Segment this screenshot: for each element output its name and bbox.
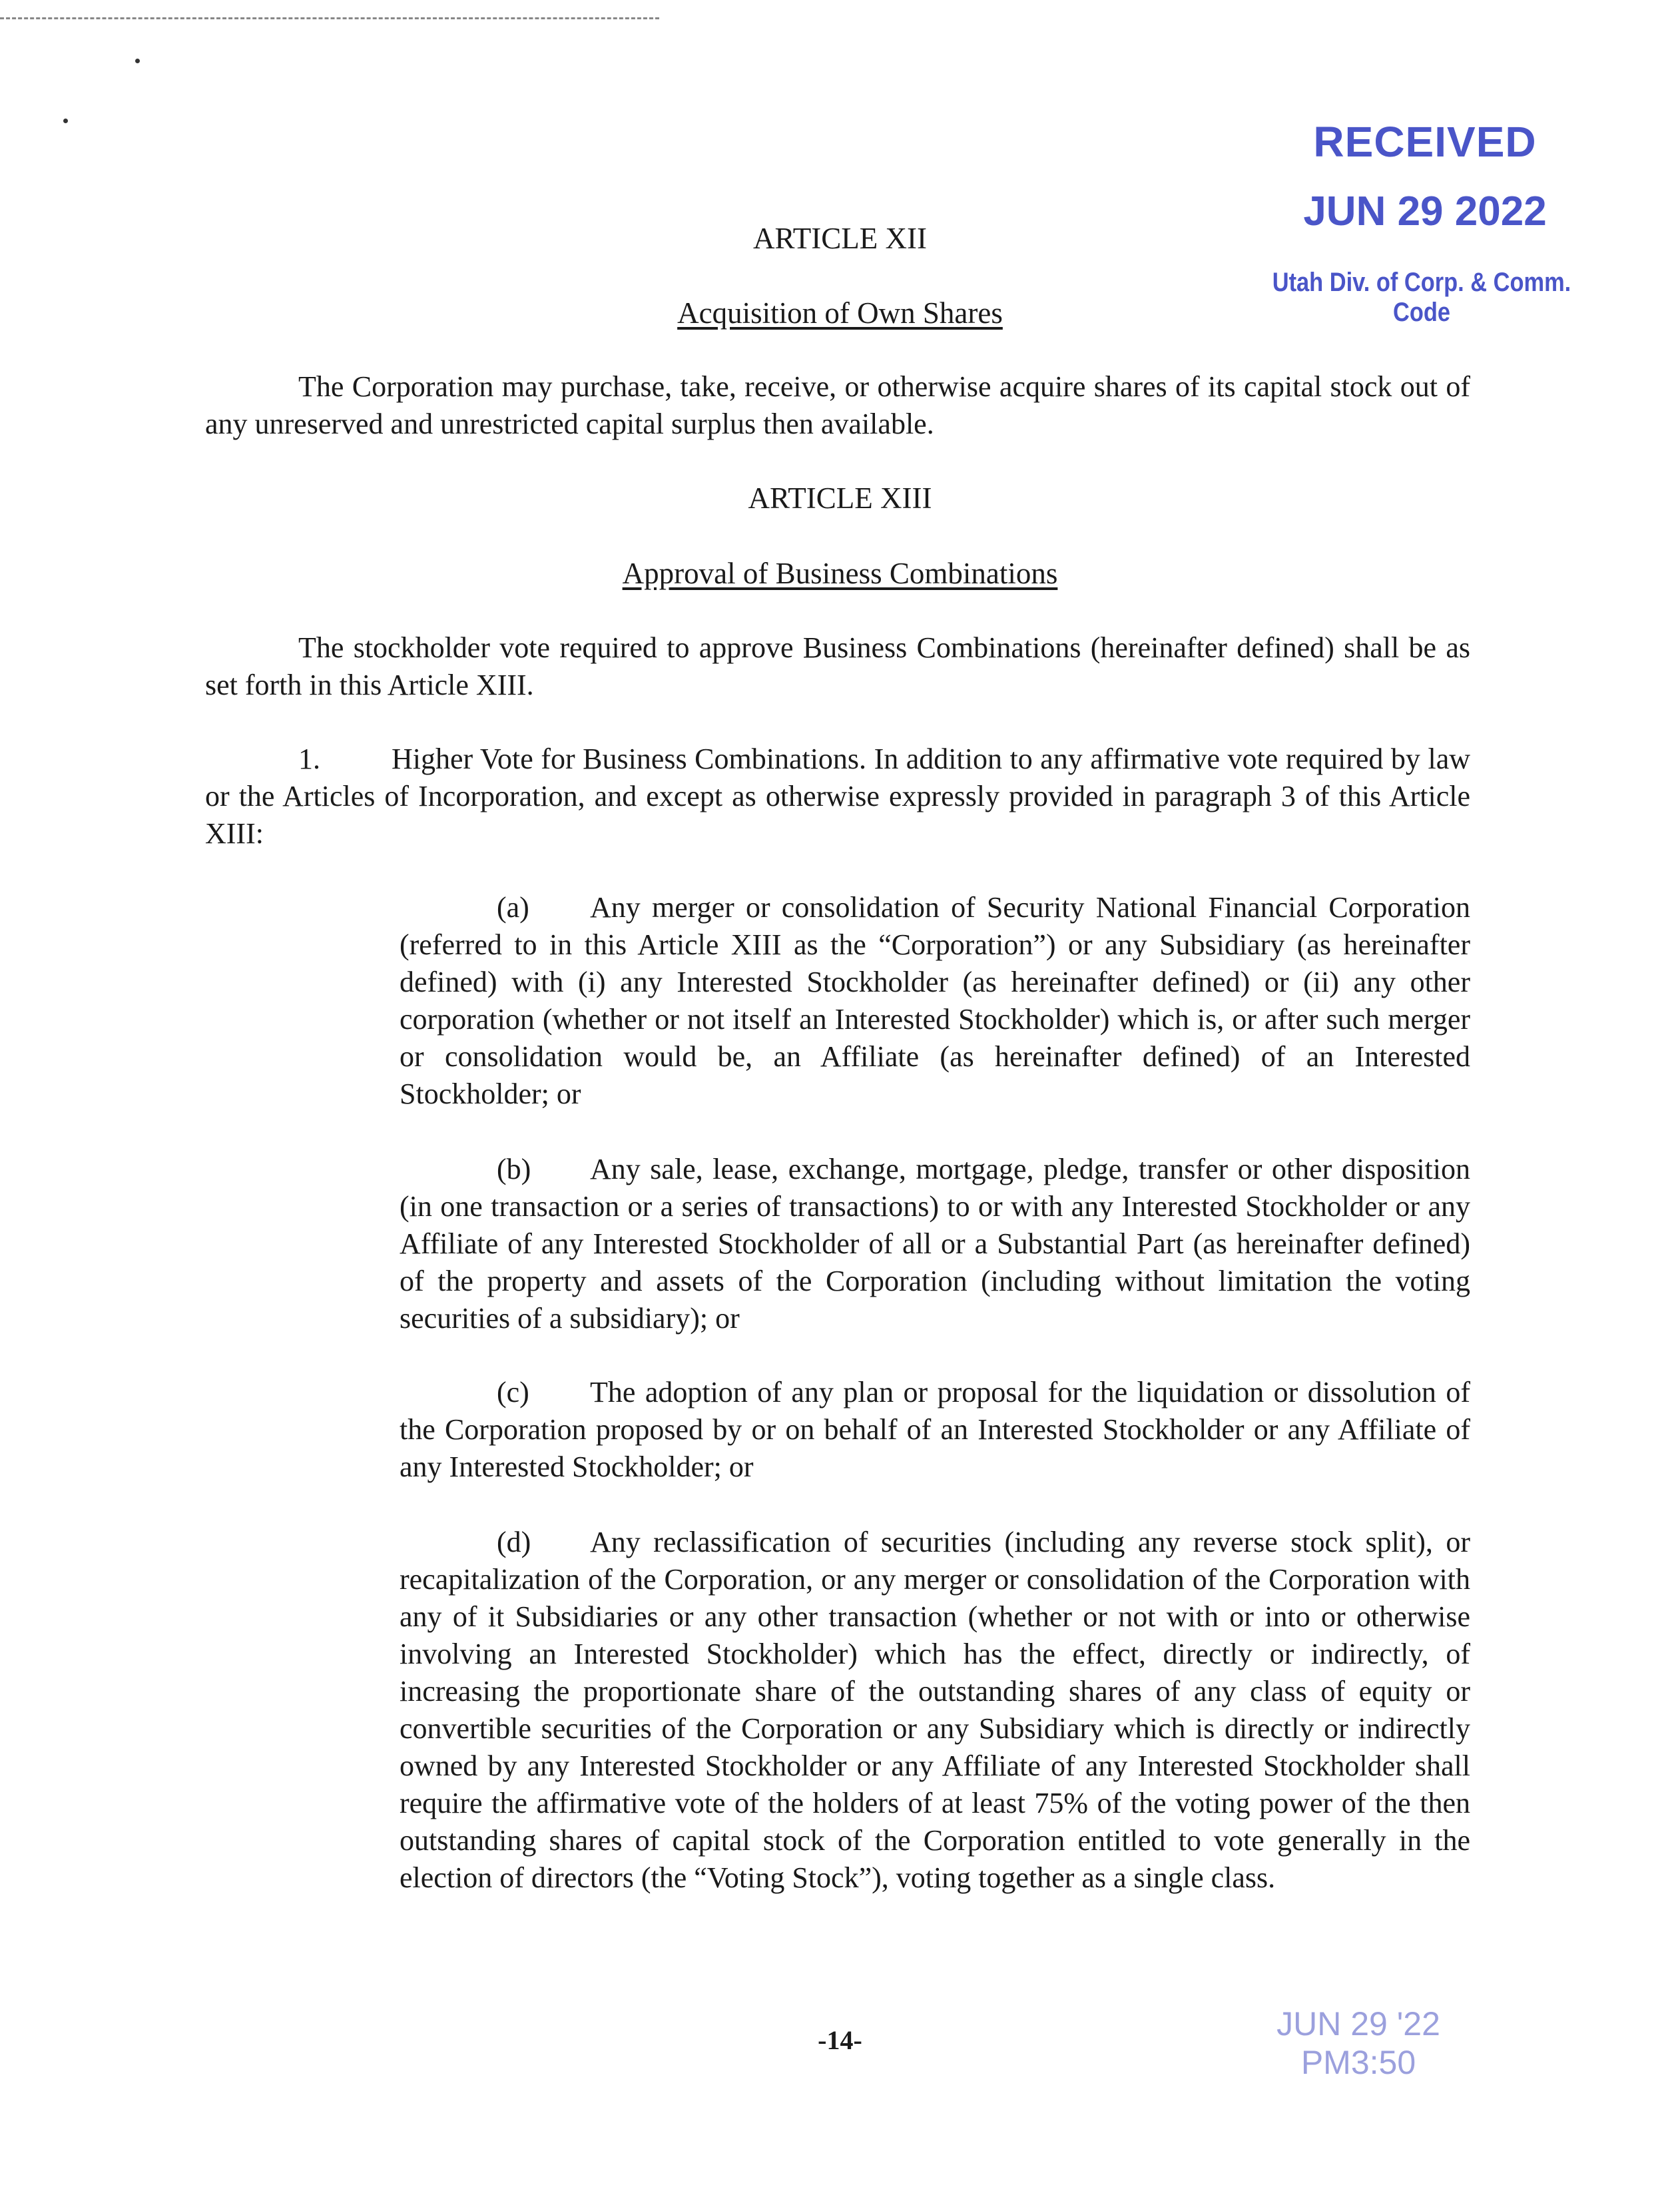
item-b-text: Any sale, lease, exchange, mortgage, pledge, transfer or other disposition (in one transaction or a series of transactions) to or with any Interested Stockholder or any Affiliate of any Interested Stockholder of all or a Substantial Part (as hereinafter defined) of the property and assets of the Corporation (including without limitation the voting securities of a subsidiary); or [400,1153,1470,1335]
item-a-label: (a) [497,891,529,924]
paragraph-1 [205,741,1470,852]
article-13-heading: ARTICLE XIII [748,481,932,515]
paragraph-1-text: Higher Vote for Business Combinations. In addition to any affirmative vote required by law or the Articles of Incorporation, and except as otherwise expressly provided in paragraph 3 of this Article XIII: [205,743,1470,850]
article-12-body [205,368,1470,443]
article-13-subheading-wrap [0,555,1680,592]
item-c [400,1374,1470,1486]
article-13-subheading: Approval of Business Combinations [622,557,1058,590]
article-12-body-text: The Corporation may purchase, take, receive, or otherwise acquire shares of its capital stock out of any unreserved and unrestricted capital surplus then available. [205,370,1470,440]
item-c-label-wrap [400,1376,590,1409]
scan-artifact-line [0,17,659,19]
item-c-label: (c) [497,1376,529,1409]
item-a-label-wrap [400,891,590,924]
item-b-label-wrap [400,1153,590,1185]
item-b-label: (b) [497,1153,531,1185]
item-a-text: Any merger or consolidation of Security National Financial Corporation (referred to in this Article XIII as the “Corporation”) or any Subsidiary (as hereinafter defined) with (i) any Interested Stockholder (as hereinafter defined) or (ii) any other corporation (whether or not itself an Interested Stockholder) which is, or after such merger or consolidation would be, an Affiliate (as hereinafter defined) of an Interested Stockholder; or [400,891,1470,1110]
item-d-label-wrap [400,1526,590,1558]
article-12-heading: ARTICLE XII [753,222,927,255]
received-stamp-office: Utah Div. of Corp. & Comm. Code [1272,268,1571,327]
article-13-intro [205,629,1470,704]
article-12-subheading-wrap [0,294,1680,332]
scan-speck [135,59,140,63]
page-number: -14- [818,2025,862,2055]
paragraph-1-label-wrap [205,743,392,775]
item-d-text: Any reclassification of securities (including any reverse stock split), or recapitalization of the Corporation, or any merger or consolidation of the Corporation with any of it Subsidiaries or any other transaction (whether or not with or into or otherwise involving an Interested Stockholder) which has the effect, directly or indirectly, of increasing the proportionate share of the outstanding shares of any class of equity or convertible securities of the Corporation or any Subsidiary which is directly or indirectly owned by any Interested Stockholder or any Affiliate of any Interested Stockholder shall require the affirmative vote of the holders of at least 75% of the voting power of the then outstanding shares of capital stock of the Corporation entitled to vote generally in the election of directors (the “Voting Stock”), voting together as a single class. [400,1526,1470,1894]
item-b [400,1151,1470,1337]
item-c-text: The adoption of any plan or proposal for the liquidation or dissolution of the Corporation proposed by or on behalf of an Interested Stockholder or any Affiliate of any Interested Stockholder; or [400,1376,1470,1483]
article-12-subheading: Acquisition of Own Shares [677,296,1003,330]
item-a [400,889,1470,1113]
item-d-label: (d) [497,1526,531,1558]
time-stamp: JUN 29 '22 PM3:50 [1276,2005,1440,2081]
article-13-intro-text: The stockholder vote required to approve Business Combinations (hereinafter defined) shall be as set forth in this Article XIII. [205,631,1470,701]
paragraph-1-label: 1. [298,743,320,775]
scan-speck [63,119,68,123]
received-stamp-date: JUN 29 2022 [1303,188,1547,234]
item-d [400,1524,1470,1897]
received-stamp-title: RECEIVED [1313,118,1537,166]
